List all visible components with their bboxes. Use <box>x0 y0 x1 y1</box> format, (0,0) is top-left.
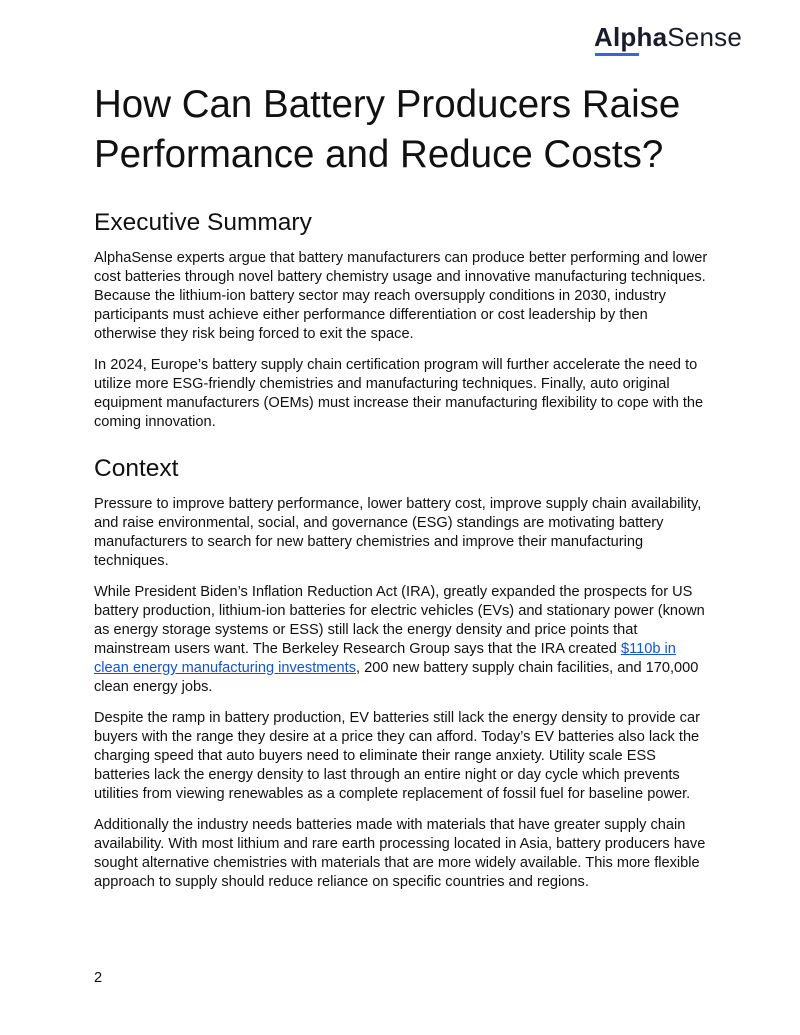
context-heading: Context <box>94 455 179 482</box>
context-paragraph-3: Despite the ramp in battery production, EV batteries still lack the energy density to provide car buyers with the range they desire at a price they can afford. Today’s EV batteries also lack the charging speed that auto buyers need to eliminate their range anxiety. Utility scale ESS batteries lack the energy density to last through an entire night or day cycle which prevents utilities from viewing renewables as a complete replacement of fossil fuel for baseline power. <box>94 710 700 802</box>
document-body <box>94 80 708 892</box>
clean-energy-investments-link[interactable]: $110b in clean energy manufacturing investments <box>94 641 676 676</box>
executive-summary-heading: Executive Summary <box>94 209 312 236</box>
context-paragraph-1: Pressure to improve battery performance, lower battery cost, improve supply chain availability, and raise environmental, social, and governance (ESG) standings are motivating battery manufacturers to search for new battery chemistries and improve their manufacturing techniques. <box>94 496 702 569</box>
page-title: How Can Battery Producers Raise Performance and Reduce Costs? <box>94 83 681 176</box>
logo-alpha-text: Alpha <box>594 22 668 52</box>
executive-summary-paragraph-2: In 2024, Europe’s battery supply chain certification program will further accelerate the need to utilize more ESG-friendly chemistries and manufacturing techniques. Finally, auto original equipment manufacturers (OEMs) must increase their manufacturing flexibility to cope with the coming innovation. <box>94 357 704 430</box>
context-paragraph-2-text-before: While President Biden’s Inflation Reduction Act (IRA), greatly expanded the prospects for US battery production, lithium-ion batteries for electric vehicles (EVs) and stationary power (known as energy storage systems or ESS) still lack the energy density and price points that mainstream users want. The Berkeley Research Group says that the IRA created <box>94 584 705 657</box>
page-number: 2 <box>94 970 103 986</box>
executive-summary-paragraph-1: AlphaSense experts argue that battery manufacturers can produce better performing and lower cost batteries through novel battery chemistry usage and innovative manufacturing techniques. Because the lithium-ion battery sector may reach oversupply conditions in 2030, industry participants must achieve either performance differentiation or cost leadership by then otherwise they risk being forced to exit the space. <box>94 250 708 342</box>
context-paragraph-2 <box>94 583 708 697</box>
context-paragraph-2-text-after: , 200 new battery supply chain facilities, and 170,000 clean energy jobs. <box>94 660 699 695</box>
logo-sense-text: Sense <box>667 22 742 52</box>
alphasense-logo <box>594 24 742 50</box>
context-paragraph-4: Additionally the industry needs batteries made with materials that have greater supply chain availability. With most lithium and rare earth processing located in Asia, battery producers have sought alternative chemistries with materials that are more widely available. This more flexible approach to supply should reduce reliance on specific countries and regions. <box>94 817 706 890</box>
